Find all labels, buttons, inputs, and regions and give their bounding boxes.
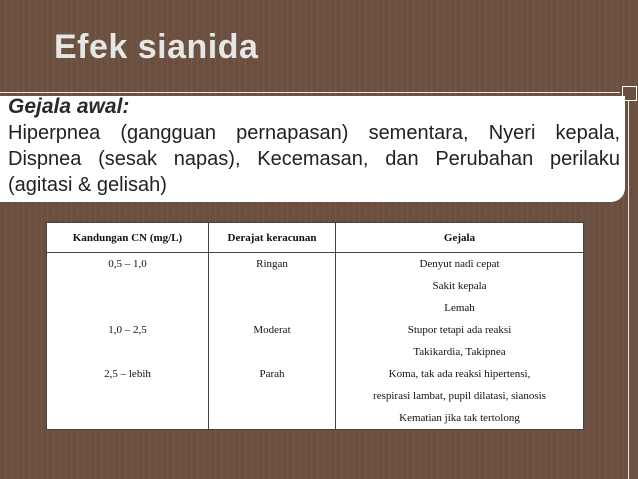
symptom-cell: Lemah [444, 302, 475, 314]
slide-title: Efek sianida [54, 28, 259, 66]
degree-cell [209, 407, 335, 429]
cn-level-cell [47, 297, 208, 319]
early-symptoms-heading: Gejala awal: [8, 95, 130, 118]
symptom-cell: Stupor tetapi ada reaksi [407, 324, 512, 336]
degree-cell: Ringan [256, 258, 288, 270]
cn-level-cell [47, 341, 208, 363]
table-header-row [47, 223, 584, 253]
early-symptoms-paragraph: Hiperpnea (gangguan pernapasan) sementara, Nyeri kepala, Dispnea (sesak napas), Kecemasan, dan Perubahan perilaku (agitasi & gelisah) [8, 122, 620, 196]
cn-level-cell [47, 407, 208, 429]
decorative-horizontal-line [0, 92, 620, 93]
symptom-cell: Kematian jika tak tertolong [399, 412, 520, 424]
header-symptoms: Gejala [336, 223, 584, 253]
cn-level-cell: 2,5 – lebih [104, 368, 151, 380]
symptom-cell: Sakit kepala [432, 280, 487, 292]
degree-cell [209, 275, 335, 297]
cn-level-column [47, 253, 209, 430]
symptom-cell: Denyut nadi cepat [419, 258, 500, 270]
symptoms-column [336, 253, 584, 430]
degree-cell: Parah [259, 368, 285, 380]
degree-cell [209, 341, 335, 363]
symptom-cell: Koma, tak ada reaksi hipertensi, [388, 368, 531, 380]
degree-cell [209, 385, 335, 407]
cn-level-cell [47, 275, 208, 297]
decorative-vertical-line [628, 98, 629, 479]
degree-column [209, 253, 336, 430]
symptom-text-box [0, 96, 625, 202]
symptom-cell: Takikardia, Takipnea [413, 346, 506, 358]
degree-cell [209, 297, 335, 319]
header-cn-level: Kandungan CN (mg/L) [47, 223, 209, 253]
degree-cell: Moderat [253, 324, 291, 336]
cn-level-cell: 0,5 – 1,0 [108, 258, 147, 270]
cn-level-cell: 1,0 – 2,5 [108, 324, 147, 336]
table-row [47, 253, 584, 430]
symptom-cell: respirasi lambat, pupil dilatasi, sianosis [373, 390, 546, 402]
header-poisoning-degree: Derajat keracunan [209, 223, 336, 253]
cyanide-effects-table [46, 222, 584, 430]
cn-level-cell [47, 385, 208, 407]
